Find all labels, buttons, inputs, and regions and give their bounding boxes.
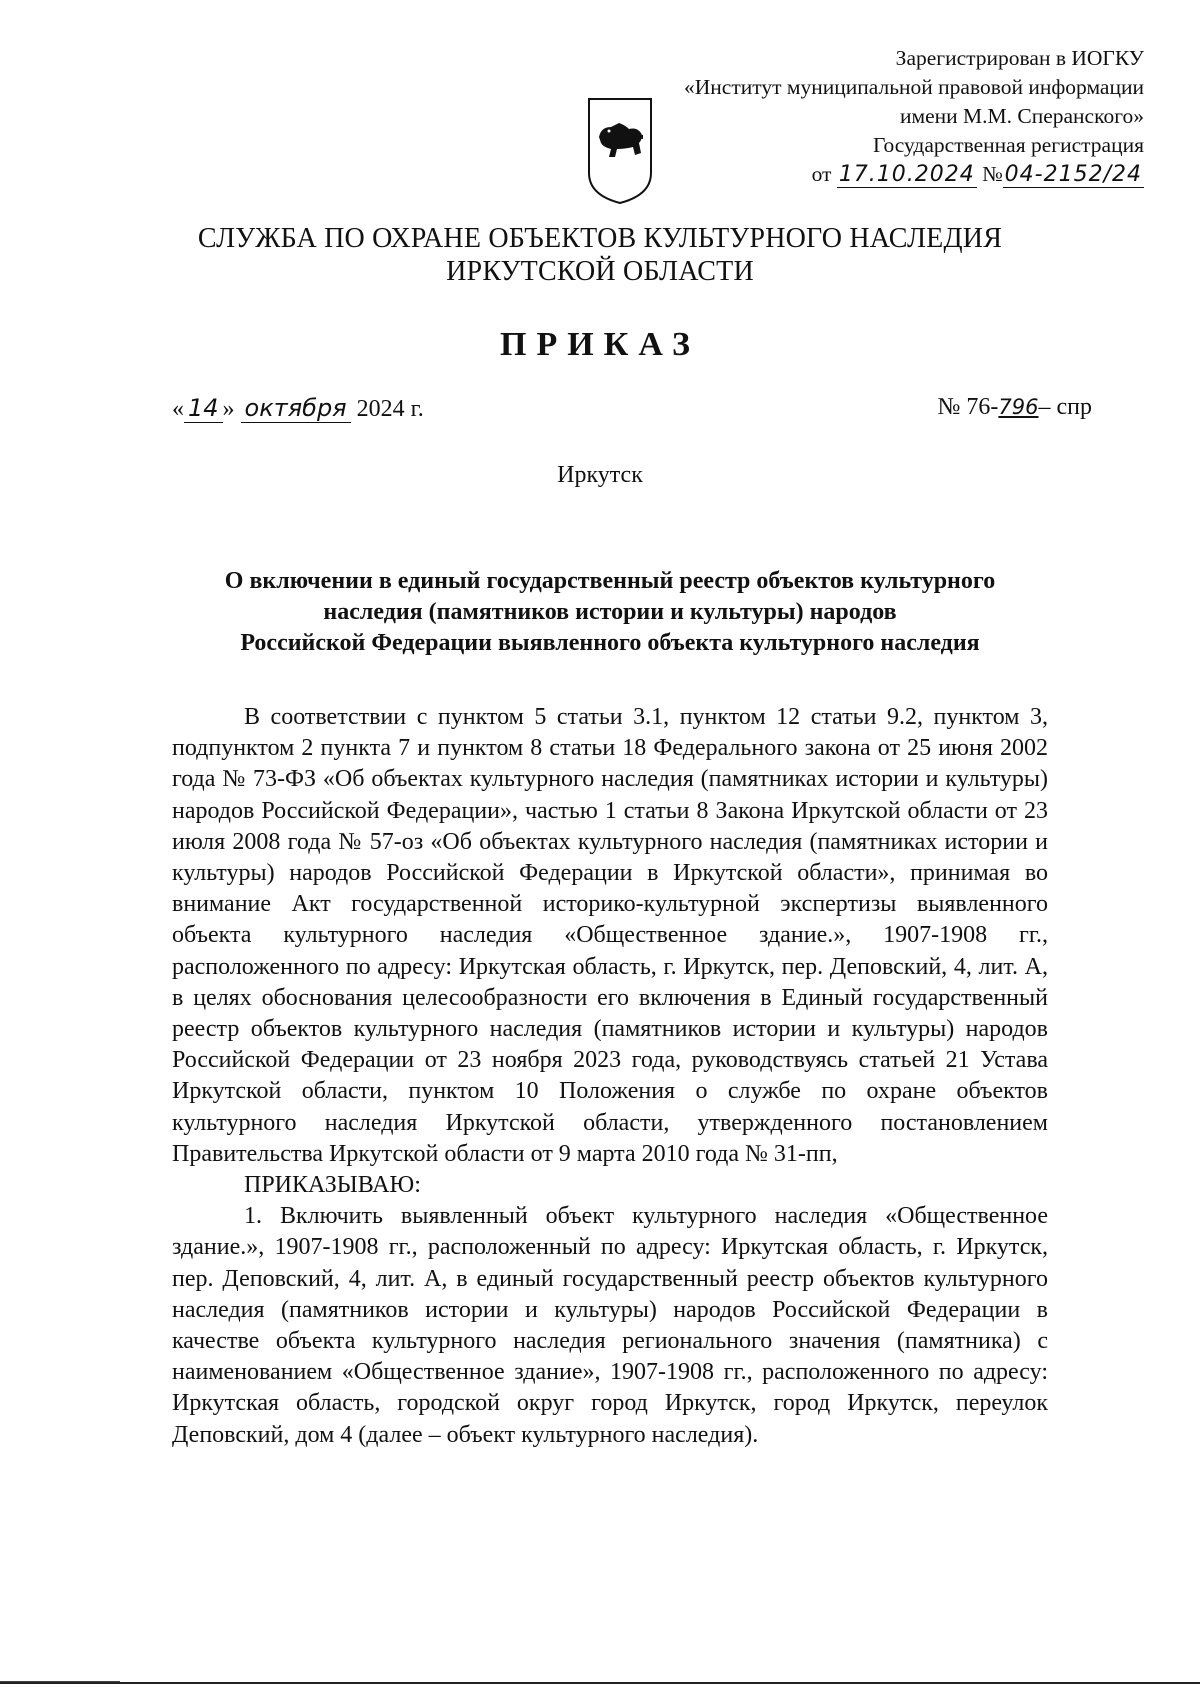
organization-line-2: ИРКУТСКОЙ ОБЛАСТИ xyxy=(446,256,754,287)
order-date xyxy=(172,394,424,423)
document-title: ПРИКАЗ xyxy=(500,326,700,363)
registration-line: Зарегистрирован в ИОГКУ xyxy=(895,46,1144,70)
date-quote-open: « xyxy=(172,396,184,422)
city: Иркутск xyxy=(557,462,643,488)
order-year: 2024 г. xyxy=(356,396,424,422)
registration-date: 17.10.2024 xyxy=(838,162,975,187)
registration-number: 04-2152/24 xyxy=(1004,162,1142,187)
registration-date-line xyxy=(624,160,1144,189)
order-number-prefix: № 76- xyxy=(937,394,999,420)
organization-line-1: СЛУЖБА ПО ОХРАНЕ ОБЪЕКТОВ КУЛЬТУРНОГО НАСЛЕДИЯ xyxy=(197,223,1003,254)
preamble-paragraph: В соответствии с пунктом 5 статьи 3.1, пунктом 12 статьи 9.2, пунктом 3, подпунктом 2 пункта 7 и пунктом 8 статьи 18 Федерального закона от 25 июня 2002 года № 73-ФЗ «Об объектах культурного наследия (памятниках истории и культуры) народов Российской Федерации», частью 1 статьи 8 Закона Иркутской области от 23 июля 2008 года № 57-оз «Об объектах культурного наследия (памятниках истории и культуры) народов Российской Федерации в Иркутской области», принимая во внимание Акт государственной историко-культурной экспертизы выявленного объекта культурного наследия «Общественное здание.», 1907-1908 гг., расположенного по адресу: Иркутская область, г. Иркутск, пер. Деповский, 4, лит. А, в целях обоснования целесообразности его включения в Единый государственный реестр объектов культурного наследия (памятников истории и культуры) народов Российской Федерации от 23 ноября 2023 года, руководствуясь статьей 21 Устава Иркутской области, пунктом 10 Положения о службе по охране объектов культурного наследия Иркутской области, утвержденного постановлением Правительства Иркутской области от 9 марта 2010 года № 31-пп, xyxy=(172,704,1048,1167)
registration-number-prefix: № xyxy=(982,162,1003,186)
order-month: октября xyxy=(241,394,351,423)
heading-line-3: Российской Федерации выявленного объекта культурного наследия xyxy=(240,630,980,656)
organization-name xyxy=(0,222,1200,288)
registration-line: «Институт муниципальной правовой информации xyxy=(684,75,1144,99)
registration-stamp xyxy=(624,44,1144,189)
bottom-divider xyxy=(0,1682,1200,1684)
irkutsk-coat-of-arms-icon xyxy=(585,95,655,207)
order-day: 14 xyxy=(184,394,223,423)
order-number xyxy=(938,394,1092,421)
order-number-suffix: – спр xyxy=(1038,394,1092,420)
heading-line-1: О включении в единый государственный реестр объектов культурного xyxy=(224,568,996,594)
order-item-1: 1. Включить выявленный объект культурного наследия «Общественное здание.», 1907-1908 гг., расположенный по адресу: Иркутская область, г. Иркутск, пер. Деповский, 4, лит. А, в единый государственный реестр объектов культурного наследия (памятников истории и культуры) народов Российской Федерации в качестве объекта культурного наследия регионального значения (памятника) с наименованием «Общественное здание», 1907-1908 гг., расположенного по адресу: Иркутская область, городской округ город Иркутск, город Иркутск, переулок Деповский, дом 4 (далее – объект культурного наследия). xyxy=(172,1203,1048,1448)
order-number-handwritten: 796 xyxy=(998,395,1039,419)
order-word: ПРИКАЗЫВАЮ: xyxy=(244,1172,421,1199)
date-quote-close: » xyxy=(222,396,235,422)
registration-date-prefix: от xyxy=(811,162,832,186)
heading-line-2: наследия (памятников истории и культуры) народов xyxy=(323,599,897,625)
registration-line: имени М.М. Сперанского» xyxy=(899,104,1144,128)
document-body xyxy=(172,702,1048,1451)
registration-line: Государственная регистрация xyxy=(872,133,1144,157)
order-heading xyxy=(160,566,1060,659)
